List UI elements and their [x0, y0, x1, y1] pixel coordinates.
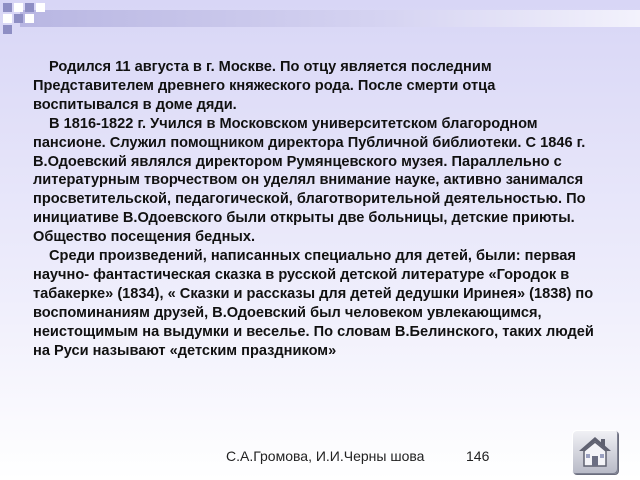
- paragraph-works: Среди произведений, написанных специально для детей, были: первая научно- фантастическая сказка в русской детской литературе «Городок в табакерке» (1834), « Сказки и рассказы для детей дедушки Иринея» (1838) по воспоминаниям друзей, В.Одоевский был человеком увлекающимся, неистощимым на выдумки и веселье. По словам В.Белинского, таких людей на Руси называют «детским праздником»: [33, 248, 594, 359]
- page-number: 146: [466, 448, 490, 464]
- home-button[interactable]: [572, 430, 618, 474]
- paragraph-biography: Родился 11 августа в г. Москве. По отцу является последним Представителем древнего княжеского рода. После смерти отца воспитывался в доме дяди.: [33, 59, 496, 113]
- footer-author: С.А.Громова, И.И.Черны шова: [226, 448, 425, 464]
- slide-body-text: [33, 58, 603, 361]
- paragraph-career: В 1816-1822 г. Учился в Московском университетском благородном пансионе. Служил помощником директора Публичной библиотеки. С 1846 г. В.Одоевский являлся директором Румянцевского музея. Параллельно с литературным творчеством он уделял внимание науке, активно занимался просветительской, педагогической, благотворительной деятельностью. По инициативе В.Одоевского были открыты две больницы, детские приюты. Общество посещения бедных.: [33, 115, 586, 246]
- header-decoration: [0, 0, 640, 40]
- home-icon: [577, 434, 613, 470]
